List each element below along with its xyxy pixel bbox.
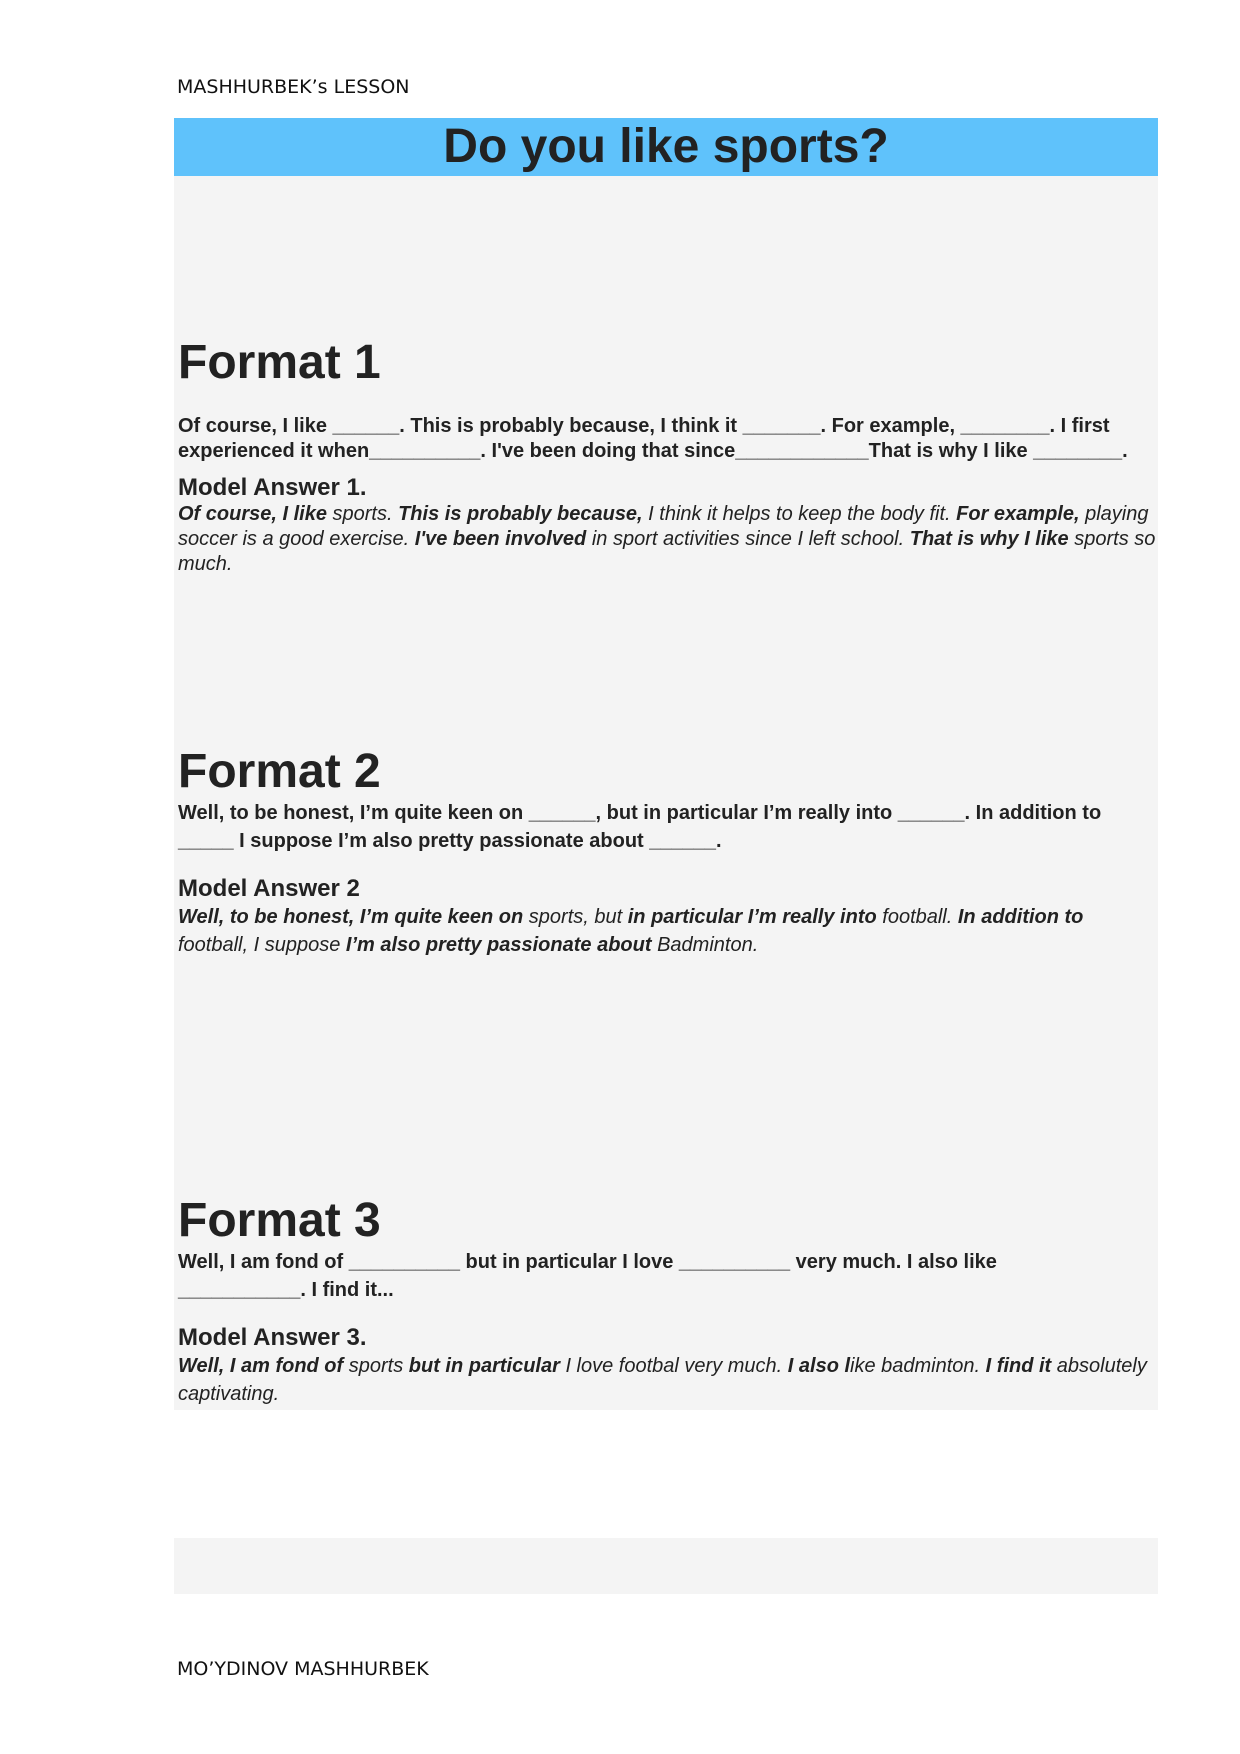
model-answer-run: I think it helps to keep the body fit. <box>642 503 957 525</box>
model-answer-run: sports so much. <box>178 528 1156 575</box>
format-template: Of course, I like ______. This is probably because, I think it _______. For example, ________. I first experienced it when__________. I've been doing that since____________That is why I like ________. <box>178 415 1128 462</box>
model-answer-run: Badminton. <box>651 934 759 956</box>
model-answer-bold-run: Of course, I like <box>178 503 327 525</box>
model-answer-bold-run: I've been involved <box>414 528 587 550</box>
page-header: MASHHURBEK’s LESSON <box>177 76 410 98</box>
page-title: Do you like sports? <box>443 120 889 173</box>
model-answer-bold-run: but in particular <box>408 1355 560 1377</box>
model-answer-title: Model Answer 3. <box>178 1324 367 1351</box>
format-template: Well, to be honest, I’m quite keen on ______, but in particular I’m really into ______. In addition to _____ I suppose I’m also pretty passionate about ______. <box>178 802 1102 852</box>
model-answer-bold-run: This is probably because, <box>398 503 643 525</box>
model-answer-text <box>178 502 1158 577</box>
model-answer-bold-run: in particular I’m really into <box>627 906 877 928</box>
model-answer-run: playing soccer is a good exercise. <box>178 503 1149 550</box>
model-answer-title: Model Answer 2 <box>178 875 360 902</box>
model-answer-run: football. <box>876 906 958 928</box>
model-answer-run: I love footbal very much. <box>559 1355 788 1377</box>
model-answer-run: in sport activities since I left school. <box>586 528 910 550</box>
model-answer-bold-run: Well, to be honest, I’m quite keen on <box>178 906 524 928</box>
format-2-section <box>178 745 1158 959</box>
model-answer-title: Model Answer 1. <box>178 474 367 501</box>
model-answer-run: absolutely captivating. <box>178 1355 1147 1405</box>
format-template: Well, I am fond of __________ but in particular I love __________ very much. I also like ___________. I find it... <box>178 1251 997 1301</box>
format-1-section <box>178 336 1158 577</box>
page-footer: MO’YDINOV MASHHURBEK <box>177 1658 429 1680</box>
bottom-panel <box>174 1538 1158 1594</box>
model-answer-text <box>178 903 1158 959</box>
model-answer-run: sports, but <box>523 906 628 928</box>
model-answer-bold-run: That is why I like <box>909 528 1069 550</box>
format-title: Format 3 <box>178 1194 381 1247</box>
model-answer-text <box>178 1352 1158 1408</box>
model-answer-bold-run: In addition to <box>957 906 1084 928</box>
model-answer-run: ike badminton. <box>850 1355 986 1377</box>
model-answer-bold-run: Well, I am fond of <box>178 1355 344 1377</box>
model-answer-bold-run: I find it <box>985 1355 1052 1377</box>
model-answer-bold-run: I also l <box>787 1355 851 1377</box>
format-3-section <box>178 1194 1158 1408</box>
title-bar <box>174 118 1158 176</box>
format-title: Format 2 <box>178 745 381 798</box>
model-answer-run: sports. <box>326 503 399 525</box>
model-answer-run: football, I suppose <box>178 934 346 956</box>
model-answer-bold-run: For example, <box>956 503 1080 525</box>
model-answer-run: sports <box>343 1355 409 1377</box>
format-title: Format 1 <box>178 336 381 389</box>
model-answer-bold-run: I’m also pretty passionate about <box>345 934 652 956</box>
